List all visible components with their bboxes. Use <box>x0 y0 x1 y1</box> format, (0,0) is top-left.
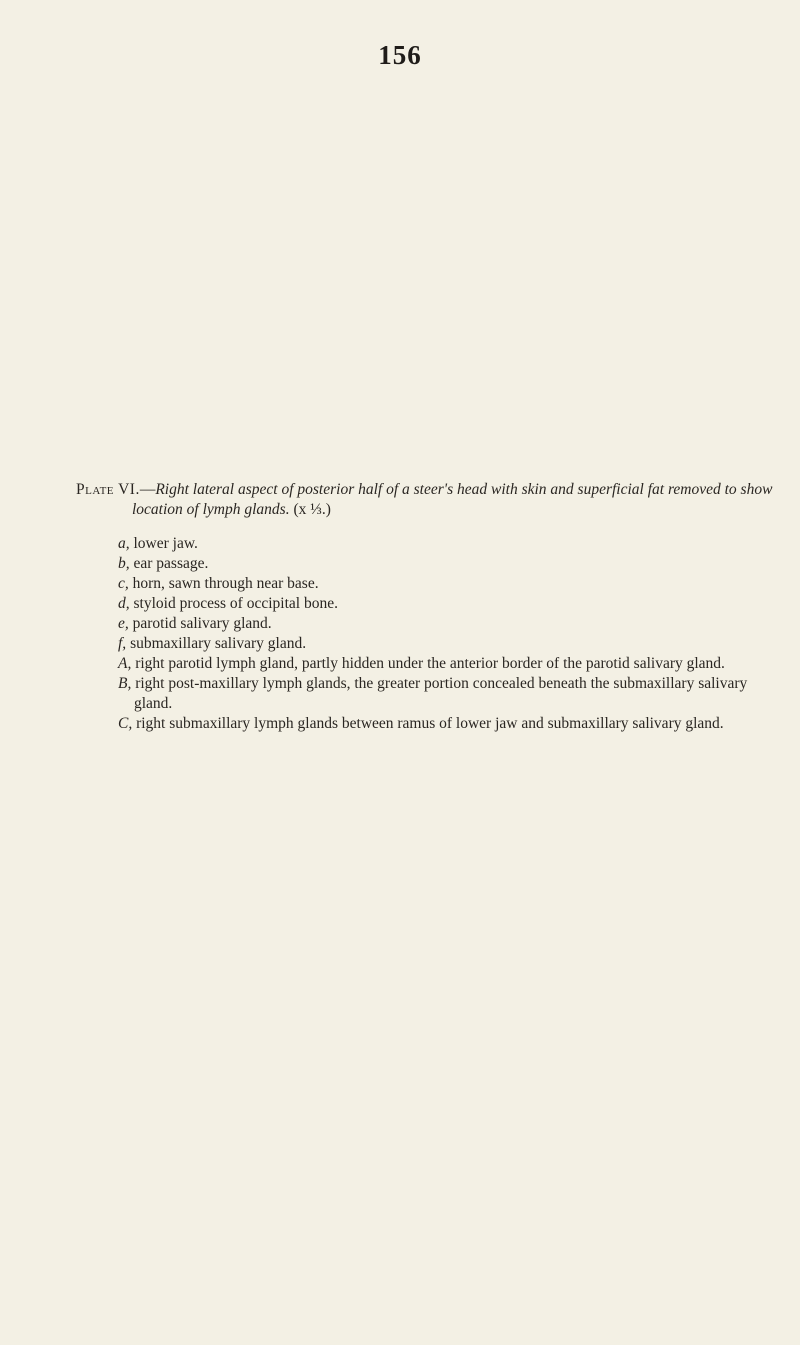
legend-key: A, <box>118 655 132 672</box>
legend-text: parotid salivary gland. <box>128 615 272 632</box>
legend-text: styloid process of occipital bone. <box>129 595 338 612</box>
legend-key: B, <box>118 675 132 692</box>
legend-item <box>76 654 782 674</box>
legend-key: C, <box>118 715 133 732</box>
legend-item <box>76 534 782 554</box>
legend-item <box>76 614 782 634</box>
legend-key: c, <box>118 575 129 592</box>
legend-item <box>76 594 782 614</box>
legend-text: right parotid lymph gland, partly hidden under the anterior border of the parotid salivary gland. <box>131 655 725 672</box>
caption-title <box>76 480 782 520</box>
legend-text: submaxillary salivary gland. <box>126 635 307 652</box>
plate-label: Plate VI. <box>76 481 140 498</box>
legend-item <box>76 714 782 734</box>
legend-list <box>76 534 782 734</box>
legend-text: horn, sawn through near base. <box>128 575 319 592</box>
legend-item <box>76 634 782 654</box>
plate-caption <box>76 480 782 734</box>
legend-text: right post-maxillary lymph glands, the greater portion concealed beneath the submaxillary salivary gland. <box>131 675 748 712</box>
legend-item <box>76 554 782 574</box>
legend-item <box>76 674 782 714</box>
legend-key: f, <box>118 635 127 652</box>
plate-scale: (x ⅓.) <box>293 501 331 518</box>
legend-text: lower jaw. <box>129 535 198 552</box>
legend-text: ear passage. <box>129 555 209 572</box>
legend-key: a, <box>118 535 130 552</box>
legend-key: e, <box>118 615 129 632</box>
plate-title: Right lateral aspect of posterior half of a steer's head with skin and superficial fat removed to show location of lymph glands. <box>132 481 773 518</box>
legend-key: b, <box>118 555 130 572</box>
legend-key: d, <box>118 595 130 612</box>
caption-dash: — <box>139 481 156 498</box>
legend-item <box>76 574 782 594</box>
page-number: 156 <box>378 40 422 70</box>
legend-text: right submaxillary lymph glands between ramus of lower jaw and submaxillary salivary gland. <box>132 715 724 732</box>
